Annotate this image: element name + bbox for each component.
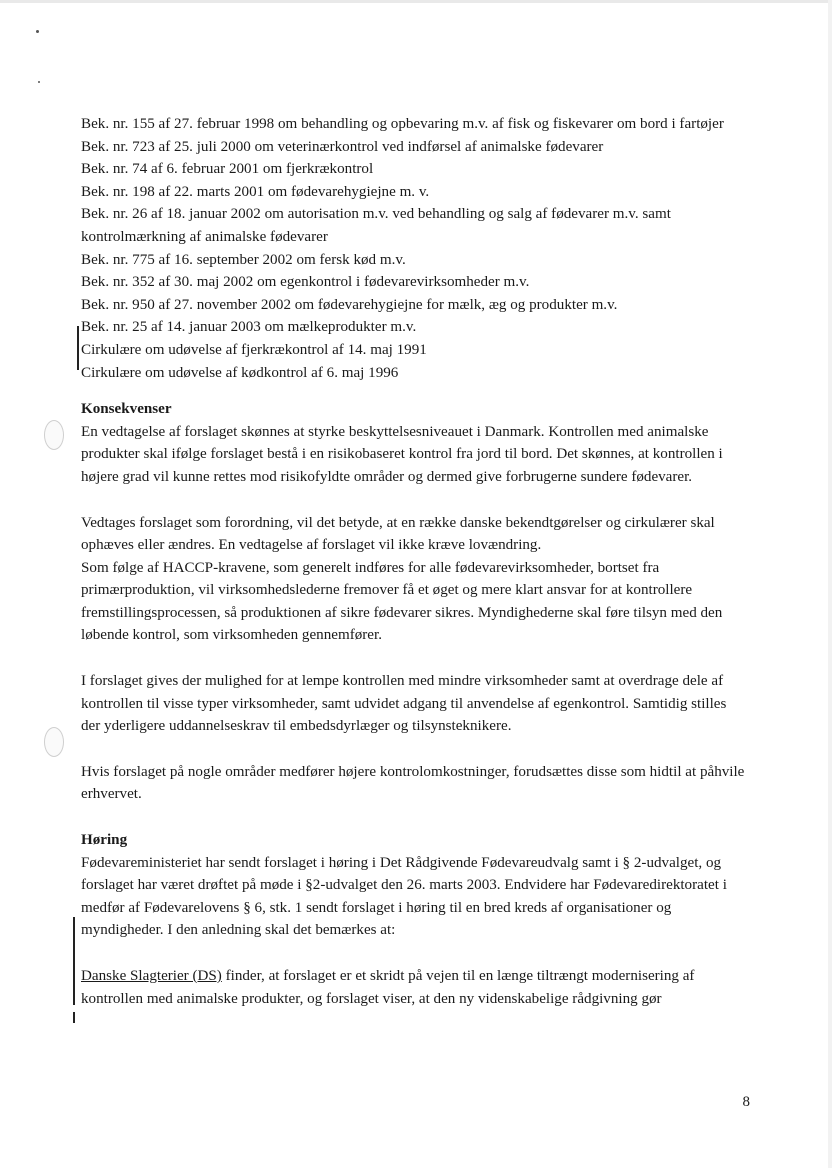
reference-item: Bek. nr. 352 af 30. maj 2002 om egenkontrol i fødevarevirksomheder m.v. (81, 274, 530, 291)
reference-item: Cirkulære om udøvelse af fjerkrækontrol af 14. maj 1991 (81, 341, 427, 358)
paragraph: En vedtagelse af forslaget skønnes at styrke beskyttelsesniveauet i Danmark. Kontrollen med animalske produkter skal ifølge forslaget bestå i en risikobaseret kontrol fra jord til bord. Det skønnes, at kontrollen i højere grad vil kunne rettes mod risikofyldte områder og dermed give forbrugerne sundere fødevarer. (81, 423, 723, 485)
paragraph: Hvis forslaget på nogle områder medfører højere kontrolomkostninger, forudsættes disse som hidtil at påhvile erhvervet. (81, 763, 745, 803)
paragraph: Vedtages forslaget som forordning, vil det betyde, at en række danske bekendtgørelser og cirkulærer skal ophæves eller ændres. En vedtagelse af forslaget vil ikke kræve lovændring. (81, 514, 715, 554)
scan-speck (38, 81, 40, 83)
page-number: 8 (742, 1094, 750, 1110)
reference-item: Cirkulære om udøvelse af kødkontrol af 6. maj 1996 (81, 364, 399, 381)
paragraph: Som følge af HACCP-kravene, som generelt indføres for alle fødevarevirksomheder, bortset fra primærproduktion, vil virksomhedslederne fremover få et øget og mere klart ansvar for at kontrollere fremstillingsprocessen, så produktionen af sikre fødevarer sikres. Myndighederne skal føre tilsyn med den løbende kontrol, som virksomheden gennemfører. (81, 559, 723, 644)
section-heading-horing: Høring (81, 832, 128, 849)
scan-speck (36, 30, 39, 33)
references-list (81, 113, 748, 384)
reference-item: Bek. nr. 198 af 22. marts 2001 om fødevarehygiejne m. v. (81, 183, 430, 200)
page-content (81, 113, 748, 1010)
paragraph-text: finder, at forslaget er et skridt på vejen til en længe tiltrængt modernisering af kontrollen med animalske produkter, og forslaget viser, at den ny videnskabelige rådgivning gør (81, 968, 695, 1007)
reference-item: Bek. nr. 775 af 16. september 2002 om fersk kød m.v. (81, 251, 406, 268)
paragraph: I forslaget gives der mulighed for at lempe kontrollen med mindre virksomheder samt at overdrage dele af kontrollen til visse typer virksomheder, samt udvidet adgang til anvendelse af egenkontrol. Samtidig stilles der yderligere uddannelseskrav til embedsdyrlæger og tilsynsteknikere. (81, 673, 727, 735)
revision-bar (73, 917, 75, 1005)
reference-item: Bek. nr. 155 af 27. februar 1998 om behandling og opbevaring m.v. af fisk og fiskevarer om bord i fartøjer (81, 116, 724, 132)
reference-item: Bek. nr. 950 af 27. november 2002 om fødevarehygiejne for mælk, æg og produkter m.v. (81, 296, 618, 313)
organization-name: Danske Slagterier (DS) (81, 968, 222, 984)
revision-bar (77, 326, 79, 370)
reference-item: Bek. nr. 74 af 6. februar 2001 om fjerkrækontrol (81, 161, 374, 178)
punch-hole (44, 727, 64, 757)
paragraph-danske-slagterier (81, 965, 748, 1010)
punch-hole (44, 420, 64, 450)
reference-item: Bek. nr. 25 af 14. januar 2003 om mælkeprodukter m.v. (81, 319, 417, 336)
section-heading-konsekvenser: Konsekvenser (81, 401, 172, 418)
scan-right-edge (828, 0, 832, 1168)
revision-bar (73, 1012, 75, 1023)
reference-item: Bek. nr. 723 af 25. juli 2000 om veterinærkontrol ved indførsel af animalske fødevarer (81, 138, 604, 155)
paragraph: Fødevareministeriet har sendt forslaget i høring i Det Rådgivende Fødevareudvalg samt i § 2-udvalget, og forslaget har været drøftet på møde i §2-udvalget den 26. marts 2003. Endvidere har Fødevaredirektoratet i medfør af Fødevarelovens § 6, stk. 1 sendt forslaget i høring til en bred kreds af organisationer og myndigheder. I den anledning skal det bemærkes at: (81, 854, 727, 939)
scan-top-edge (0, 0, 832, 3)
reference-item: Bek. nr. 26 af 18. januar 2002 om autorisation m.v. ved behandling og salg af fødevarer m.v. samt kontrolmærkning af animalske fødevarer (81, 206, 671, 245)
